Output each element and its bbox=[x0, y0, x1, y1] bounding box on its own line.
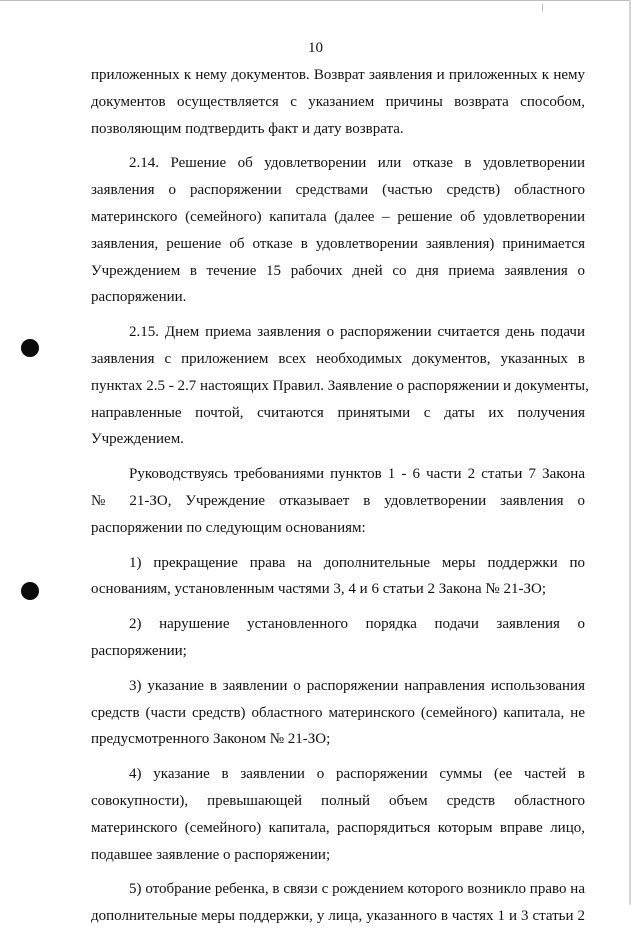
text-line: материнского (семейного) капитала, распорядиться которым вправе лицо, bbox=[91, 819, 585, 836]
text-line: заявления с приложением всех необходимых документов, указанных в bbox=[91, 350, 585, 367]
text-line: дополнительные меры поддержки, у лица, указанного в частях 1 и 3 статьи 2 bbox=[91, 908, 585, 925]
text-line: заявления о распоряжении средствами (частью средств) областного bbox=[91, 182, 585, 199]
paragraph bbox=[91, 550, 585, 604]
text-line: 2) нарушение установленного порядка подачи заявления о bbox=[129, 616, 585, 633]
text-line: материнского (семейного) капитала (далее – решение об удовлетворении bbox=[91, 208, 585, 225]
text-line: распоряжении по следующим основаниям: bbox=[91, 519, 366, 536]
text-line: направленные почтой, считаются принятыми с даты их получения bbox=[91, 404, 585, 421]
page-top-edge bbox=[0, 0, 631, 1]
text-line: 4) указание в заявлении о распоряжении суммы (ее частей в bbox=[129, 766, 585, 783]
text-line: заявления, решение об отказе в удовлетворении заявления) принимается bbox=[91, 235, 585, 252]
text-line: Учреждением. bbox=[91, 431, 184, 448]
text-line: 3) указание в заявлении о распоряжении направления использования bbox=[129, 677, 585, 694]
text-line: совокупности), превышающей полный объем средств областного bbox=[91, 792, 585, 809]
text-line: позволяющим подтвердить факт и дату возврата. bbox=[91, 120, 404, 137]
text-line: Руководствуясь требованиями пунктов 1 - 6 части 2 статьи 7 Закона bbox=[129, 466, 585, 483]
text-line: распоряжении; bbox=[91, 642, 187, 659]
paragraph bbox=[91, 62, 585, 142]
text-line: 5) отобрание ребенка, в связи с рождением которого возникло право на bbox=[129, 881, 585, 898]
text-line: № 21-ЗО, Учреждение отказывает в удовлетворении заявления о bbox=[91, 492, 585, 509]
paragraph bbox=[91, 611, 585, 665]
paragraph bbox=[91, 673, 585, 753]
text-line: Учреждением в течение 15 рабочих дней со дня приема заявления о bbox=[91, 262, 585, 279]
text-line: 2.15. Днем приема заявления о распоряжении считается день подачи bbox=[129, 324, 585, 341]
text-line: подавшее заявление о распоряжении; bbox=[91, 846, 331, 863]
paragraph bbox=[91, 461, 585, 541]
text-line: распоряжении. bbox=[91, 289, 187, 306]
paragraph bbox=[91, 876, 585, 930]
text-line: основаниям, установленным частями 3, 4 и 6 статьи 2 Закона № 21-ЗО; bbox=[91, 581, 546, 598]
punch-hole-icon bbox=[21, 582, 39, 600]
text-line: 1) прекращение права на дополнительные меры поддержки по bbox=[129, 554, 585, 571]
text-line: приложенных к нему документов. Возврат заявления и приложенных к нему bbox=[91, 67, 585, 83]
text-line: предусмотренного Законом № 21-ЗО; bbox=[91, 731, 331, 748]
document-body bbox=[91, 62, 589, 930]
text-line: 2.14. Решение об удовлетворении или отказе в удовлетворении bbox=[129, 155, 585, 172]
paragraph bbox=[91, 761, 585, 868]
text-line: средств (части средств) областного материнского (семейного) капитала, не bbox=[91, 704, 585, 721]
paragraph bbox=[91, 150, 585, 311]
page-number: 10 bbox=[308, 40, 323, 56]
text-line: документов осуществляется с указанием причины возврата способом, bbox=[91, 93, 585, 110]
pen-mark-icon: / bbox=[539, 1, 547, 15]
paragraph bbox=[91, 319, 589, 453]
text-line: пунктах 2.5 - 2.7 настоящих Правил. Заявление о распоряжении и документы, bbox=[91, 377, 589, 394]
punch-hole-icon bbox=[21, 339, 39, 357]
